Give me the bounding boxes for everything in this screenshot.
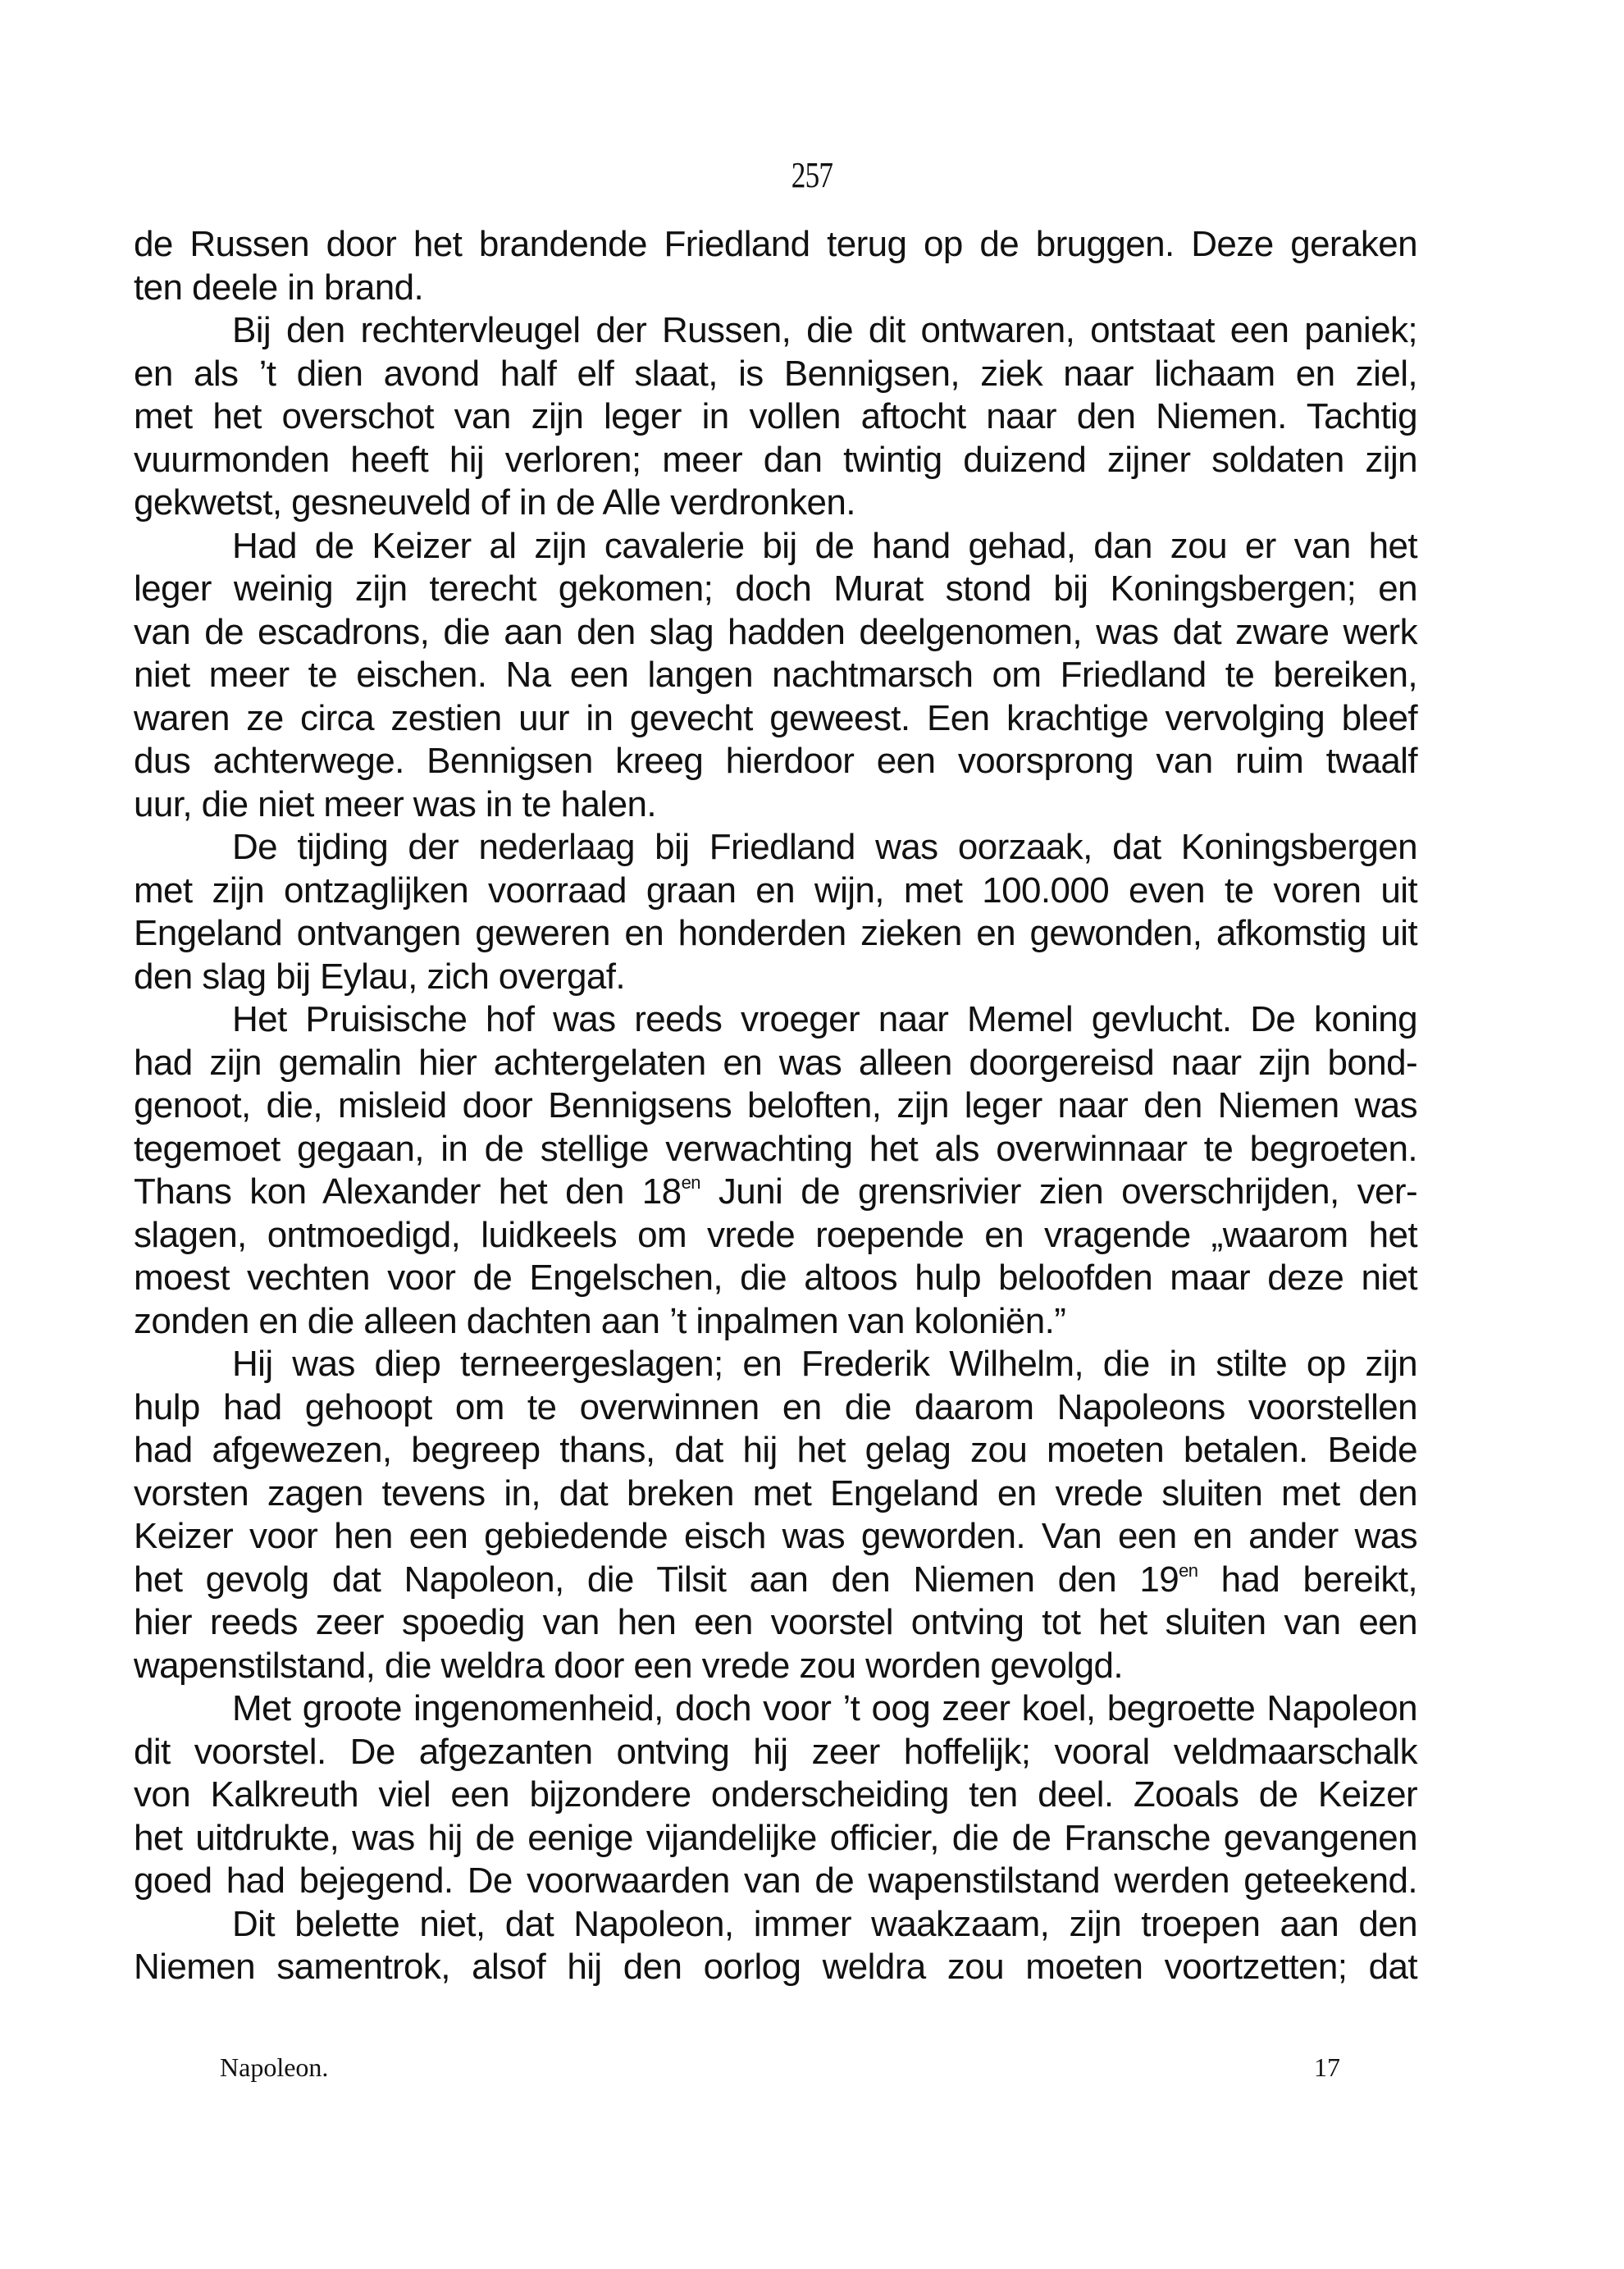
text-line [134, 1515, 1417, 1559]
text-line [134, 353, 1417, 396]
text-line-content: Hij was diep terneergeslagen; en Frederik Wilhelm, die in stilte op zijn [232, 1344, 1417, 1384]
text-line [134, 1860, 1417, 1903]
text-line-content: vuurmonden heeft hij verloren; meer dan twintig duizend zijner soldaten zijn [134, 439, 1417, 480]
text-line-content: uur, die niet meer was in te halen. [134, 783, 656, 824]
text-line [134, 1645, 1417, 1688]
text-line [134, 1817, 1417, 1860]
text-line [134, 783, 1417, 827]
text-line [134, 1300, 1417, 1344]
text-line [134, 912, 1417, 956]
text-line [134, 439, 1417, 482]
text-line-content: waren ze circa zestien uur in gevecht geweest. Een krachtige vervolging bleef [134, 697, 1417, 738]
text-line-content: Niemen samentrok, alsof hij den oorlog weldra zou moeten voortzetten; dat [134, 1947, 1417, 1987]
text-line-content: Engeland ontvangen geweren en honderden zieken en gewonden, afkomstig uit [134, 913, 1417, 953]
text-line-content: had zijn gemalin hier achtergelaten en was alleen doorgereisd naar zijn bond- [134, 1042, 1417, 1083]
text-line-content: Thans kon Alexander het den $18^{en}$ Juni de grensrivier zien overschrijden, ver- [134, 1171, 1418, 1212]
text-line-content: hier reeds zeer spoedig van hen een voorstel ontving tot het sluiten van een [134, 1602, 1417, 1642]
text-line-content: en als ’t dien avond half elf slaat, is Bennigsen, ziek naar lichaam en ziel, [134, 353, 1417, 394]
text-line-content: had afgewezen, begreep thans, dat hij het gelag zou moeten betalen. Beide [134, 1430, 1417, 1470]
text-line-content: Had de Keizer al zijn cavalerie bij de hand gehad, dan zou er van het [232, 525, 1417, 566]
text-line [134, 1171, 1417, 1214]
text-line [134, 1946, 1417, 1989]
text-line [134, 826, 1417, 870]
text-line [134, 740, 1417, 783]
text-line-content: dit voorstel. De afgezanten ontving hij zeer hoffelijk; vooral veldmaarschalk [134, 1731, 1417, 1772]
text-line [134, 1343, 1417, 1386]
text-line [134, 1559, 1417, 1602]
text-line [134, 998, 1417, 1042]
text-line [134, 956, 1417, 999]
text-line-content: De tijding der nederlaag bij Friedland was oorzaak, dat Koningsbergen [232, 827, 1417, 867]
text-line-content: zonden en die alleen dachten aan ’t inpalmen van koloniën.” [134, 1300, 1066, 1341]
text-line-content: vorsten zagen tevens in, dat breken met Engeland en vrede sluiten met den [134, 1472, 1417, 1513]
text-line [134, 525, 1417, 568]
text-line-content: dus achterwege. Bennigsen kreeg hierdoor een voorsprong van ruim twaalf [134, 741, 1417, 781]
text-line [134, 309, 1417, 353]
text-line-content: Bij den rechtervleugel der Russen, die dit ontwaren, ontstaat een paniek; [232, 310, 1417, 350]
text-line [134, 654, 1417, 697]
text-line [134, 395, 1417, 439]
text-line-content: wapenstilstand, die weldra door een vrede zou worden gevolgd. [134, 1645, 1123, 1686]
text-line [134, 1257, 1417, 1300]
text-line [134, 267, 1417, 310]
text-line-content: de Russen door het brandende Friedland terug op de bruggen. Deze geraken [134, 224, 1417, 264]
text-line [134, 1687, 1417, 1731]
text-line-content: Keizer voor hen een gebiedende eisch was geworden. Van een en ander was [134, 1516, 1417, 1556]
text-line [134, 1429, 1417, 1472]
footer-signature: Napoleon. [220, 2052, 329, 2082]
text-line [134, 1731, 1417, 1774]
text-line [134, 870, 1417, 913]
text-line-content: Het Pruisische hof was reeds vroeger naar Memel gevlucht. De koning [232, 999, 1417, 1039]
text-line [134, 1472, 1417, 1516]
text-line-content: hulp had gehoopt om te overwinnen en die daarom Napoleons voorstellen [134, 1386, 1417, 1427]
text-line [134, 568, 1417, 611]
text-line-content: van de escadrons, die aan den slag hadden deelgenomen, was dat zware werk [134, 611, 1417, 652]
text-line-content: niet meer te eischen. Na een langen nachtmarsch om Friedland te bereiken, [134, 655, 1417, 695]
text-line-content: Dit belette niet, dat Napoleon, immer waakzaam, zijn troepen aan den [232, 1903, 1417, 1944]
text-line-content: het gevolg dat Napoleon, die Tilsit aan den Niemen den $19^{en}$ had bereikt, [134, 1559, 1417, 1600]
text-line-content: Met groote ingenomenheid, doch voor ’t oog zeer koel, begroette Napoleon [232, 1688, 1417, 1728]
text-line [134, 223, 1417, 267]
text-line [134, 1128, 1417, 1171]
text-line-content: goed had bejegend. De voorwaarden van de wapenstilstand werden geteekend. [134, 1860, 1417, 1901]
text-line [134, 1084, 1417, 1128]
text-line [134, 611, 1417, 655]
text-line [134, 1774, 1417, 1817]
text-line-content: met het overschot van zijn leger in vollen aftocht naar den Niemen. Tachtig [134, 396, 1417, 436]
text-line-content: von Kalkreuth viel een bijzondere onderscheiding ten deel. Zooals de Keizer [134, 1774, 1417, 1815]
text-line-content: leger weinig zijn terecht gekomen; doch Murat stond bij Koningsbergen; en [134, 568, 1417, 609]
text-line [134, 482, 1417, 525]
text-line-content: slagen, ontmoedigd, luidkeels om vrede roepende en vragende „waarom het [134, 1214, 1417, 1255]
body-text [134, 223, 1417, 1989]
text-line-content: ten deele in brand. [134, 267, 424, 308]
text-line-content: genoot, die, misleid door Bennigsens beloften, zijn leger naar den Niemen was [134, 1085, 1417, 1125]
text-line-content: gekwetst, gesneuveld of in de Alle verdronken. [134, 482, 855, 523]
text-line-content: tegemoet gegaan, in de stellige verwachting het als overwinnaar te begroeten. [134, 1128, 1417, 1169]
text-line-content: moest vechten voor de Engelschen, die altoos hulp beloofden maar deze niet [134, 1258, 1417, 1298]
text-line [134, 697, 1417, 741]
text-line-content: den slag bij Eylau, zich overgaf. [134, 956, 625, 997]
ordinal-superscript: en [1179, 1559, 1198, 1581]
page-number: 257 [791, 155, 833, 195]
text-line [134, 1214, 1417, 1258]
text-line [134, 1042, 1417, 1085]
ordinal-superscript: en [681, 1172, 700, 1193]
text-line-content: het uitdrukte, was hij de eenige vijandelijke officier, die de Fransche gevangenen [134, 1817, 1417, 1858]
text-line [134, 1601, 1417, 1645]
text-line [134, 1903, 1417, 1947]
footer-sheet-number: 17 [1314, 2052, 1340, 2082]
text-line [134, 1386, 1417, 1430]
text-line-content: met zijn ontzaglijken voorraad graan en wijn, met 100.000 even te voren uit [134, 870, 1417, 911]
